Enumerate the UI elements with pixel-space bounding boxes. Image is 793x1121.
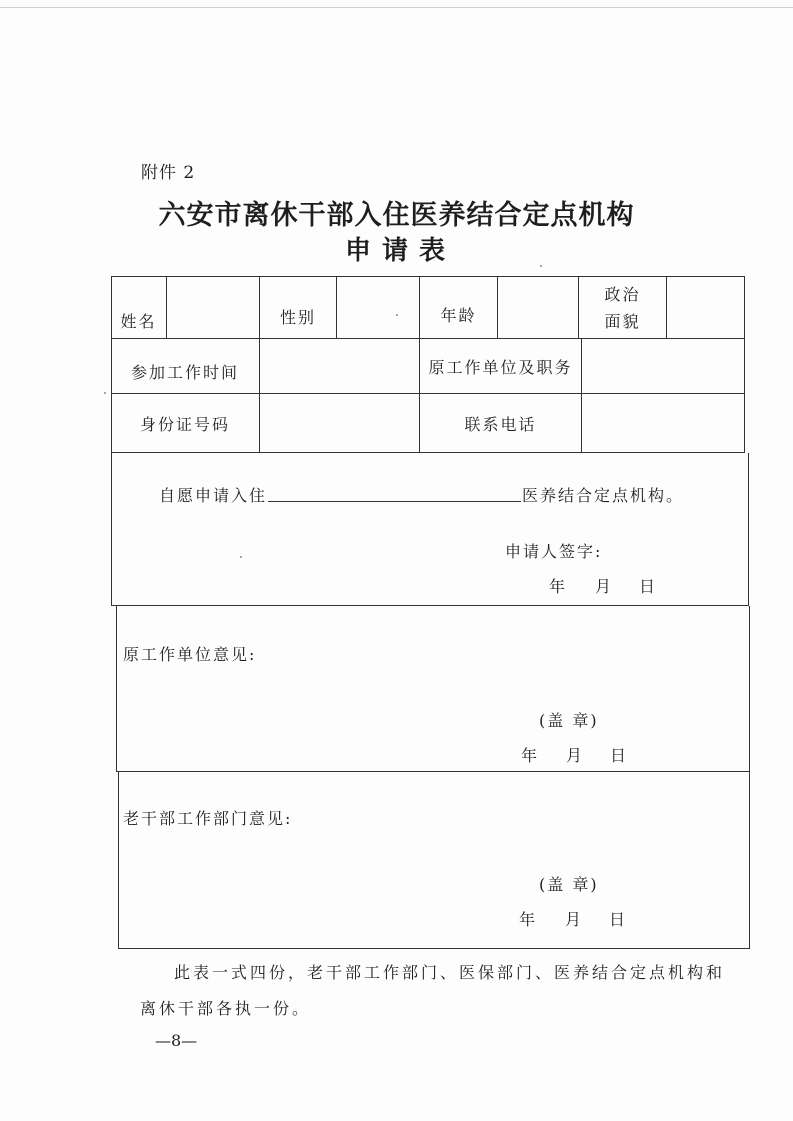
scan-speck xyxy=(104,392,106,394)
political-value-cell[interactable] xyxy=(666,276,745,338)
unit-opinion-label: 原工作单位意见: xyxy=(123,645,257,664)
application-date-month: 月 xyxy=(595,577,614,596)
signature-label: 申请人签字: xyxy=(505,542,603,561)
phone-label: 联系电话 xyxy=(464,415,537,434)
phone-label-cell xyxy=(419,393,581,453)
work-start-label-cell xyxy=(111,338,259,393)
footnote-line2: 离休干部各执一份。 xyxy=(140,999,312,1018)
unit-date-day: 日 xyxy=(610,746,629,765)
unit-seal: (盖 章) xyxy=(539,711,599,730)
scan-speck xyxy=(240,556,242,558)
unit-date-month: 月 xyxy=(566,746,585,765)
attachment-label: 附件 2 xyxy=(141,163,196,183)
cadre-date-day: 日 xyxy=(609,910,628,929)
institution-blank[interactable] xyxy=(268,501,521,502)
info-grid xyxy=(111,276,745,453)
unit-opinion-section xyxy=(116,606,750,772)
unit-date-year: 年 xyxy=(521,746,540,765)
cadre-date-year: 年 xyxy=(519,910,538,929)
age-label: 年龄 xyxy=(440,306,477,325)
original-unit-label: 原工作单位及职务 xyxy=(428,357,573,377)
name-value-cell[interactable] xyxy=(166,276,259,338)
gender-value-cell[interactable] xyxy=(336,276,419,338)
cadre-opinion-section xyxy=(118,772,750,949)
footnote-line1: 此表一式四份，老干部工作部门、医保部门、医养结合定点机构和 xyxy=(174,963,726,982)
form-subtitle: 申请表 xyxy=(344,236,456,266)
page-number: —8— xyxy=(155,1031,198,1050)
scan-speck xyxy=(540,265,542,267)
statement-prefix: 自愿申请入住 xyxy=(159,486,268,505)
id-value-cell[interactable] xyxy=(259,393,419,453)
id-label-cell xyxy=(111,393,259,453)
name-label: 姓名 xyxy=(120,312,157,331)
gender-label: 性别 xyxy=(279,308,316,327)
application-section xyxy=(111,453,749,606)
work-start-value-cell[interactable] xyxy=(259,338,419,393)
scan-edge-line xyxy=(0,7,793,8)
application-date-year: 年 xyxy=(549,577,568,596)
age-value-cell[interactable] xyxy=(497,276,578,338)
cadre-date-month: 月 xyxy=(565,910,584,929)
age-label-cell xyxy=(419,276,497,338)
id-number-label: 身份证号码 xyxy=(139,415,230,434)
name-label-cell xyxy=(111,276,166,338)
form-title: 六安市离休干部入住医养结合定点机构 xyxy=(158,200,635,231)
cadre-seal: (盖 章) xyxy=(539,875,599,894)
original-unit-label-cell xyxy=(419,338,581,393)
work-start-label: 参加工作时间 xyxy=(130,363,239,382)
cadre-opinion-label: 老干部工作部门意见: xyxy=(123,809,293,828)
political-label-line2: 面貌 xyxy=(604,312,641,331)
application-date-day: 日 xyxy=(639,577,658,596)
statement-suffix: 医养结合定点机构。 xyxy=(522,486,685,505)
original-unit-value-cell[interactable] xyxy=(581,338,745,393)
scan-speck xyxy=(396,314,398,316)
gender-label-cell xyxy=(259,276,336,338)
political-label-cell xyxy=(578,276,666,338)
political-label-line1: 政治 xyxy=(604,285,641,304)
phone-value-cell[interactable] xyxy=(581,393,745,453)
